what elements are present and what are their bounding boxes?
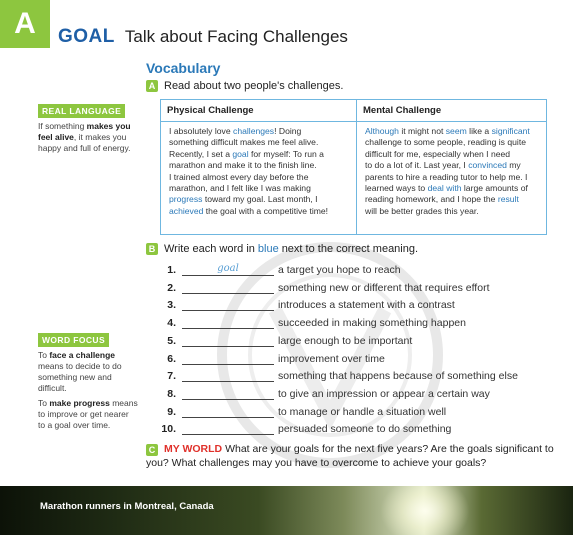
- real-language-text: [38, 121, 138, 154]
- text-segment: something difficult makes me feel alive.: [169, 137, 319, 148]
- step-a-badge: A: [146, 80, 158, 92]
- text-segment: To: [38, 350, 50, 360]
- text-segment: Recently, I set a: [169, 148, 233, 159]
- text-line: [169, 194, 350, 205]
- vocab-word: progress: [169, 194, 203, 205]
- item-number: 4.: [167, 317, 176, 330]
- vocab-word: result: [497, 194, 519, 205]
- physical-challenge-column: [161, 100, 357, 234]
- answer-blank[interactable]: [182, 317, 274, 329]
- definition-text: to give an impression or appear a certain way: [278, 387, 490, 400]
- photo-strip: [0, 486, 573, 535]
- vocab-word: significant: [491, 126, 530, 136]
- definition-text: to manage or handle a situation well: [278, 405, 447, 418]
- text-segment: I trained almost every day before the: [169, 171, 309, 182]
- definition-text: persuaded someone to do something: [278, 423, 452, 436]
- photo-caption: Marathon runners in Montreal, Canada: [40, 501, 214, 512]
- text-segment: marathon, and I felt like I was making: [169, 183, 311, 194]
- text-segment: my: [506, 160, 521, 171]
- answer-blank[interactable]: [182, 370, 274, 382]
- sunlight-glow: [380, 486, 470, 535]
- lesson-header: [58, 26, 348, 50]
- vocab-word: achieved: [169, 205, 204, 216]
- text-line: [365, 126, 540, 137]
- text-line: [169, 149, 350, 160]
- exercise-row: [158, 333, 412, 347]
- step-c-my-world: [146, 442, 556, 470]
- step-a-text: Read about two people's challenges.: [164, 80, 344, 92]
- my-world-label: MY WORLD: [164, 443, 223, 455]
- answer-blank[interactable]: [182, 388, 274, 400]
- step-b-instruction: [146, 243, 418, 255]
- key-phrase: makes you feel alive: [38, 121, 131, 142]
- text-segment: means to improve or get nearer to a goal over time.: [38, 398, 138, 430]
- text-segment: marathon and make it to the finish line.: [169, 160, 317, 171]
- vocab-word: challenges: [233, 126, 275, 136]
- word-focus-text-1: [38, 350, 138, 394]
- text-segment: challenge to some people, reading is quite: [365, 137, 527, 148]
- answer-blank[interactable]: [182, 423, 274, 435]
- text-segment: parents to hire a reading tutor to help me. I: [365, 171, 528, 182]
- text-segment: large amounts of: [461, 183, 528, 194]
- text-segment: the goal with a competitive time!: [203, 205, 329, 216]
- text-line: [365, 160, 540, 171]
- word-focus-text-2: [38, 398, 138, 431]
- definition-text: large enough to be important: [278, 334, 413, 347]
- definition-text: succeeded in making something happen: [278, 317, 466, 330]
- text-segment: , it makes you happy and full of energy.: [38, 132, 131, 153]
- real-language-heading: REAL LANGUAGE: [38, 104, 125, 118]
- exercise-row: [158, 386, 490, 400]
- lesson-badge: A: [0, 0, 50, 48]
- text-line: [365, 137, 540, 148]
- exercise-row: [158, 280, 489, 294]
- answer-blank[interactable]: [182, 353, 274, 365]
- text-segment: toward my goal. Last month, I: [202, 194, 318, 205]
- text-segment: like a: [466, 126, 492, 136]
- section-title: Vocabulary: [146, 60, 221, 76]
- item-number: 8.: [167, 387, 176, 400]
- step-c-badge: C: [146, 444, 158, 456]
- reading-table: [160, 99, 547, 235]
- text-line: [169, 183, 350, 194]
- text-segment: will be better grades this year.: [365, 205, 479, 216]
- step-b-badge: B: [146, 243, 158, 255]
- my-world-text: What are your goals for the next five years? Are the goals significant to you? What challenges may you have to overcome to achieve your goals?: [146, 443, 554, 469]
- definition-text: introduces a statement with a contrast: [278, 299, 455, 312]
- word-focus-heading: WORD FOCUS: [38, 333, 109, 347]
- mental-challenge-text: [357, 122, 546, 217]
- step-b-text-after: next to the correct meaning.: [281, 243, 419, 255]
- text-line: [365, 194, 540, 205]
- text-segment: for myself: To run a: [248, 148, 324, 159]
- exercise-row: [158, 404, 446, 418]
- physical-challenge-text: [161, 122, 356, 217]
- mental-challenge-heading: Mental Challenge: [357, 100, 546, 122]
- text-line: [169, 172, 350, 183]
- text-line: [365, 206, 540, 217]
- text-segment: means to decide to do something new and difficult.: [38, 361, 122, 393]
- item-number: 9.: [167, 405, 176, 418]
- physical-challenge-heading: Physical Challenge: [161, 100, 356, 122]
- item-number: 5.: [167, 334, 176, 347]
- item-number: 6.: [167, 352, 176, 365]
- answer-blank[interactable]: [182, 282, 274, 294]
- definition-text: something new or different that requires effort: [278, 281, 490, 294]
- text-line: [365, 149, 540, 160]
- step-b-text-blue: blue: [257, 243, 279, 255]
- text-line: [169, 126, 350, 137]
- key-phrase: face a challenge: [49, 350, 116, 360]
- vocab-word: goal: [232, 148, 249, 159]
- definition-text: improvement over time: [278, 352, 385, 365]
- text-segment: ! Doing: [274, 126, 302, 136]
- text-segment: reading homework, and I hope the: [365, 194, 498, 205]
- step-a-instruction: [146, 80, 343, 92]
- text-segment: I absolutely love: [169, 126, 234, 136]
- text-segment: learned ways to: [365, 183, 428, 194]
- key-phrase: make progress: [49, 398, 110, 408]
- exercise-row: [158, 262, 401, 276]
- vocab-word: seem: [445, 126, 467, 136]
- answer-blank[interactable]: [182, 335, 274, 347]
- text-segment: If something: [38, 121, 87, 131]
- answer-text: goal: [217, 263, 239, 274]
- mental-challenge-column: [357, 100, 546, 234]
- text-segment: difficult for me, especially when I need: [365, 148, 511, 159]
- text-line: [365, 183, 540, 194]
- vocab-word: deal with: [427, 183, 462, 194]
- vocab-word: Although: [365, 126, 399, 136]
- answer-blank[interactable]: [182, 299, 274, 311]
- definition-text: something that happens because of something else: [278, 370, 518, 383]
- answer-blank[interactable]: [182, 264, 274, 276]
- definition-text: a target you hope to reach: [278, 264, 401, 276]
- text-segment: To: [38, 398, 50, 408]
- exercise-row: [158, 297, 455, 311]
- text-segment: to do a lot of it. Last year, I: [365, 160, 469, 171]
- vocab-word: convinced: [468, 160, 507, 171]
- exercise-row: [158, 421, 451, 435]
- text-line: [365, 172, 540, 183]
- page-title: Talk about Facing Challenges: [124, 27, 348, 46]
- exercise-row: [158, 351, 385, 365]
- answer-blank[interactable]: [182, 406, 274, 418]
- item-number: 2.: [167, 281, 176, 294]
- text-segment: it might not: [398, 126, 446, 136]
- step-b-text-before: Write each word in: [164, 243, 255, 255]
- item-number: 1.: [167, 264, 176, 276]
- goal-label: GOAL: [58, 26, 115, 47]
- item-number: 10.: [161, 423, 176, 436]
- item-number: 3.: [167, 299, 176, 312]
- text-line: [169, 137, 350, 148]
- exercise-row: [158, 315, 466, 329]
- item-number: 7.: [167, 370, 176, 383]
- exercise-row: [158, 368, 518, 382]
- text-line: [169, 160, 350, 171]
- text-line: [169, 206, 350, 217]
